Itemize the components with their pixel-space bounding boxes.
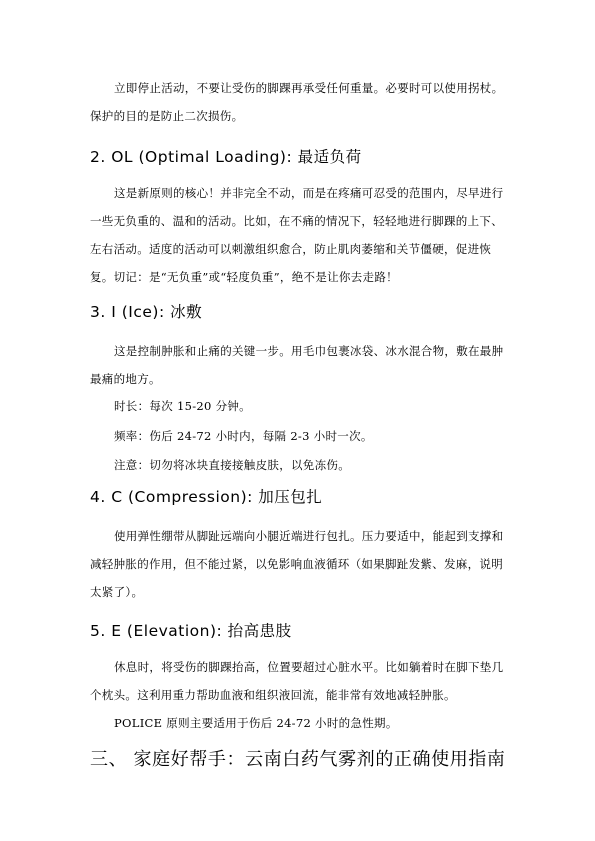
ice-note: 注意：切勿将冰块直接接触皮肤，以免冻伤。: [114, 458, 350, 472]
ice-paragraph: 这是控制肿胀和止痛的关键一步。用毛巾包裹冰袋、冰水混合物，敷在最肿最痛的地方。: [90, 344, 504, 386]
ice-frequency: 频率：伤后 24-72 小时内，每隔 2-3 小时一次。: [114, 429, 373, 443]
optimal-loading-paragraph: 这是新原则的核心！并非完全不动，而是在疼痛可忍受的范围内，尽早进行一些无负重的、温和的活动。比如，在不痛的情况下，轻轻地进行脚踝的上下、左右活动。适度的活动可以刺激组织愈合，防止肌肉萎缩和关节僵硬，促进恢复。切记：是“无负重”或“轻度负重”，绝不是让你去走路！: [90, 186, 504, 284]
elevation-paragraph: 休息时，将受伤的脚踝抬高，位置要超过心脏水平。比如躺着时在脚下垫几个枕头。这利用重力帮助血液和组织液回流，能非常有效地减轻肿胀。: [90, 660, 504, 702]
police-scope-note: POLICE 原则主要适用于伤后 24-72 小时的急性期。: [114, 716, 398, 730]
section-title-yunnan-baiyao: 三、 家庭好帮手：云南白药气雾剂的正确使用指南: [90, 749, 506, 770]
ice-duration: 时长：每次 15-20 分钟。: [114, 399, 251, 413]
compression-paragraph: 使用弹性绷带从脚趾远端向小腿近端进行包扎。压力要适中，能起到支撑和减轻肿胀的作用，但不能过紧，以免影响血液循环（如果脚趾发紫、发麻，说明太紧了）。: [90, 529, 504, 599]
protect-paragraph: 立即停止活动，不要让受伤的脚踝再承受任何重量。必要时可以使用拐杖。保护的目的是防止二次损伤。: [90, 81, 504, 123]
heading-compression: 4. C (Compression): 加压包扎: [90, 488, 323, 506]
heading-elevation: 5. E (Elevation): 抬高患肢: [90, 622, 292, 640]
heading-optimal-loading: 2. OL (Optimal Loading): 最适负荷: [90, 148, 362, 166]
heading-ice: 3. I (Ice): 冰敷: [90, 303, 203, 321]
